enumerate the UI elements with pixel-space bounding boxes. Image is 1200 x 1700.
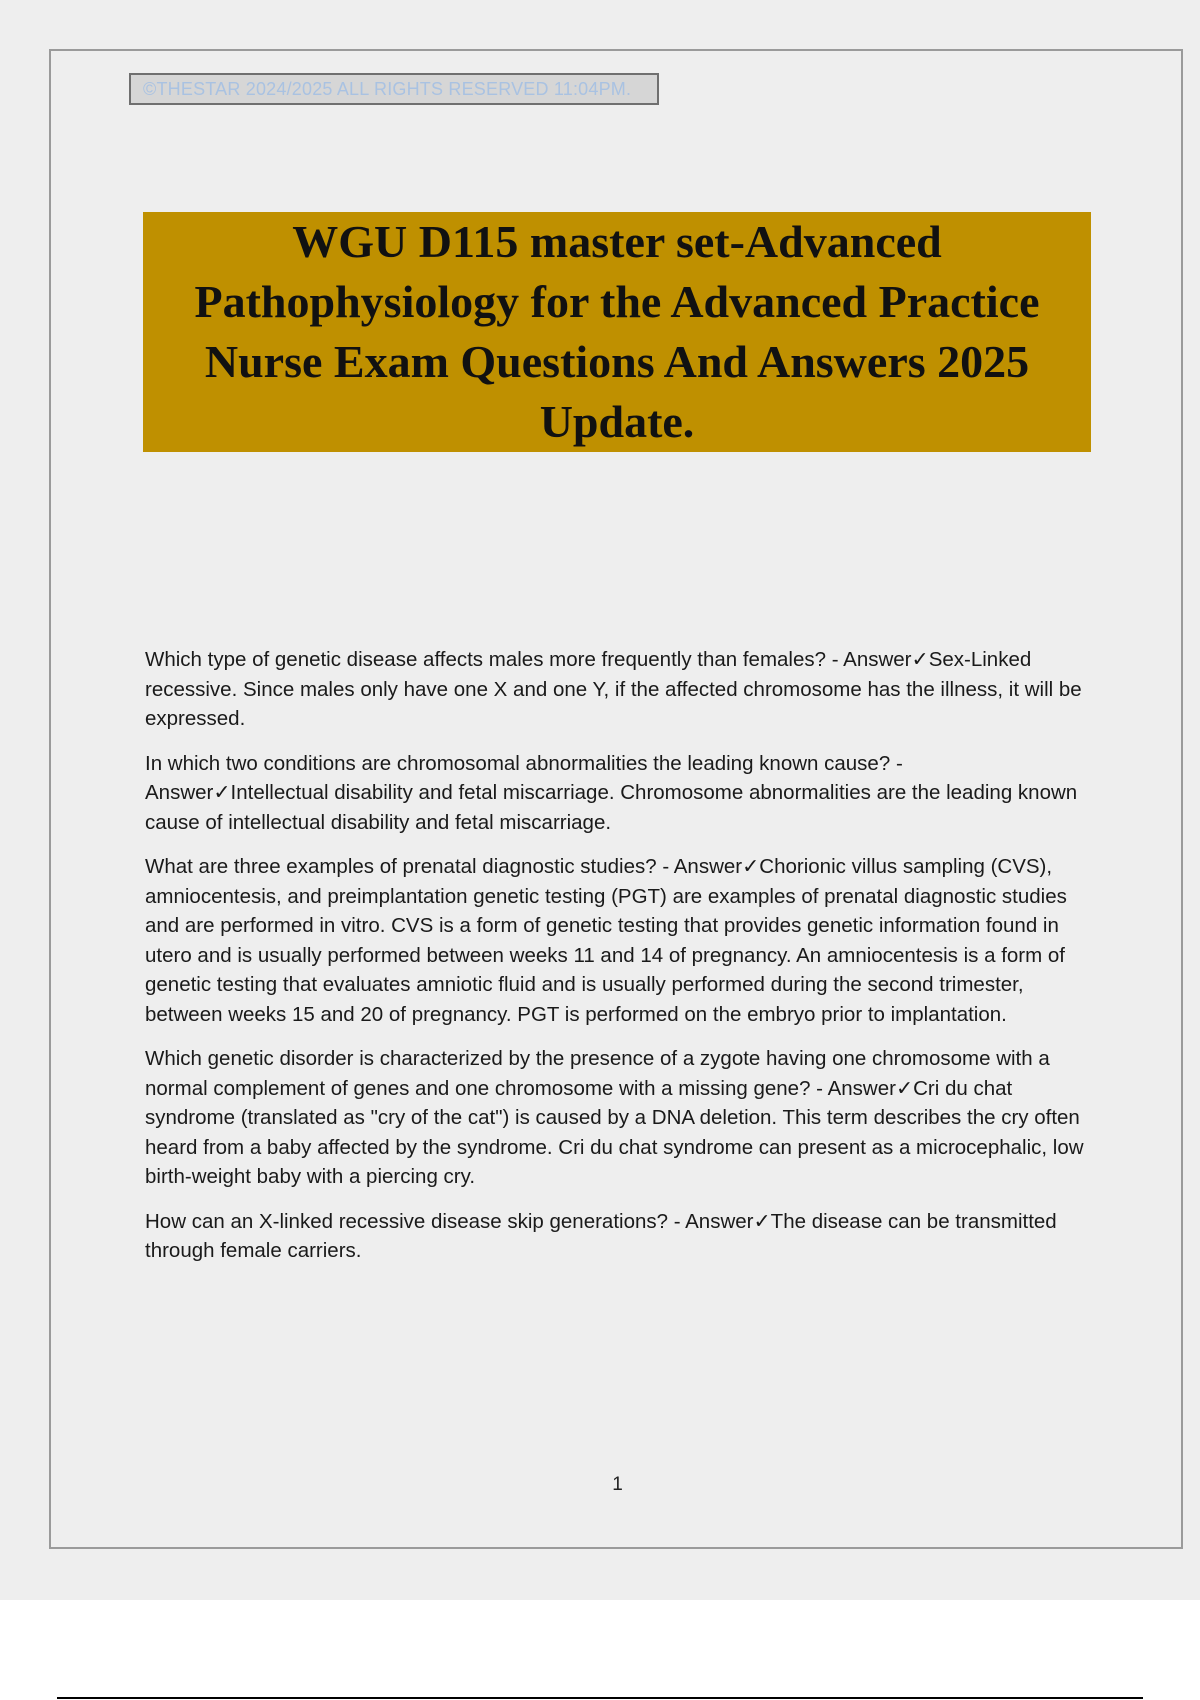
question-text: How can an X-linked recessive disease skip generations? <box>145 1209 669 1233</box>
qa-item <box>145 749 1085 838</box>
title-banner <box>143 212 1091 452</box>
answer-text: The disease can be transmitted through female carriers. <box>145 1209 1057 1262</box>
question-text: In which two conditions are chromosomal abnormalities the leading known cause? <box>145 751 891 775</box>
answer-label: Answer <box>827 1076 896 1100</box>
qa-item <box>145 852 1085 1029</box>
check-icon: ✓ <box>742 855 760 878</box>
check-icon: ✓ <box>911 648 929 671</box>
check-icon: ✓ <box>213 781 231 804</box>
question-text: Which type of genetic disease affects males more frequently than females? <box>145 648 827 671</box>
qa-item <box>145 1044 1085 1192</box>
answer-text: Cri du chat syndrome (translated as "cry of the cat") is caused by a DNA deletion. This term describes the cry often heard from a baby affected by the syndrome. Cri du chat syndrome can present as a microcephalic, low birth-weight baby with a piercing cry. <box>145 1076 1084 1188</box>
separator: - <box>810 1076 828 1100</box>
separator: - <box>890 751 903 775</box>
qa-list <box>145 645 1085 1281</box>
qa-item <box>145 1207 1085 1266</box>
page-number: 1 <box>612 1474 623 1495</box>
answer-label: Answer <box>685 1209 754 1233</box>
answer-label: Answer <box>145 781 214 804</box>
answer-text: Chorionic villus sampling (CVS), amniocentesis, and preimplantation genetic testing (PGT) are examples of prenatal diagnostic studies and are performed in vitro. CVS is a form of genetic testing that provides genetic information found in utero and is usually performed between weeks 11 and 14 of pregnancy. An amniocentesis is a form of genetic testing that evaluates amniotic fluid and is usually performed during the second trimester, between weeks 15 and 20 of pregnancy. PGT is performed on the embryo prior to implantation. <box>145 855 1067 1026</box>
watermark-box <box>129 73 659 105</box>
answer-text: Sex-Linked recessive. Since males only have one X and one Y, if the affected chromosome has the illness, it will be expressed. <box>145 648 1082 730</box>
document-title: WGU D115 master set-Advanced Pathophysiology for the Advanced Practice Nurse Exam Questions And Answers 2025 Update. <box>194 216 1040 447</box>
qa-item <box>145 645 1085 734</box>
separator: - <box>656 855 674 878</box>
check-icon: ✓ <box>895 1076 914 1100</box>
watermark-text: ©THESTAR 2024/2025 ALL RIGHTS RESERVED 11:04PM. <box>143 78 632 99</box>
answer-text: Intellectual disability and fetal miscarriage. Chromosome abnormalities are the leading known cause of intellectual disability and fetal miscarriage. <box>145 781 1078 834</box>
separator: - <box>826 648 844 671</box>
separator: - <box>668 1209 686 1233</box>
answer-label: Answer <box>673 855 743 878</box>
answer-label: Answer <box>843 648 912 671</box>
question-text: Which genetic disorder is characterized by the presence of a zygote having one chromosome with a normal complement of genes and one chromosome with a missing gene? <box>145 1047 1050 1100</box>
bottom-divider <box>57 1697 1143 1699</box>
question-text: What are three examples of prenatal diagnostic studies? <box>145 855 657 878</box>
check-icon: ✓ <box>753 1209 771 1233</box>
